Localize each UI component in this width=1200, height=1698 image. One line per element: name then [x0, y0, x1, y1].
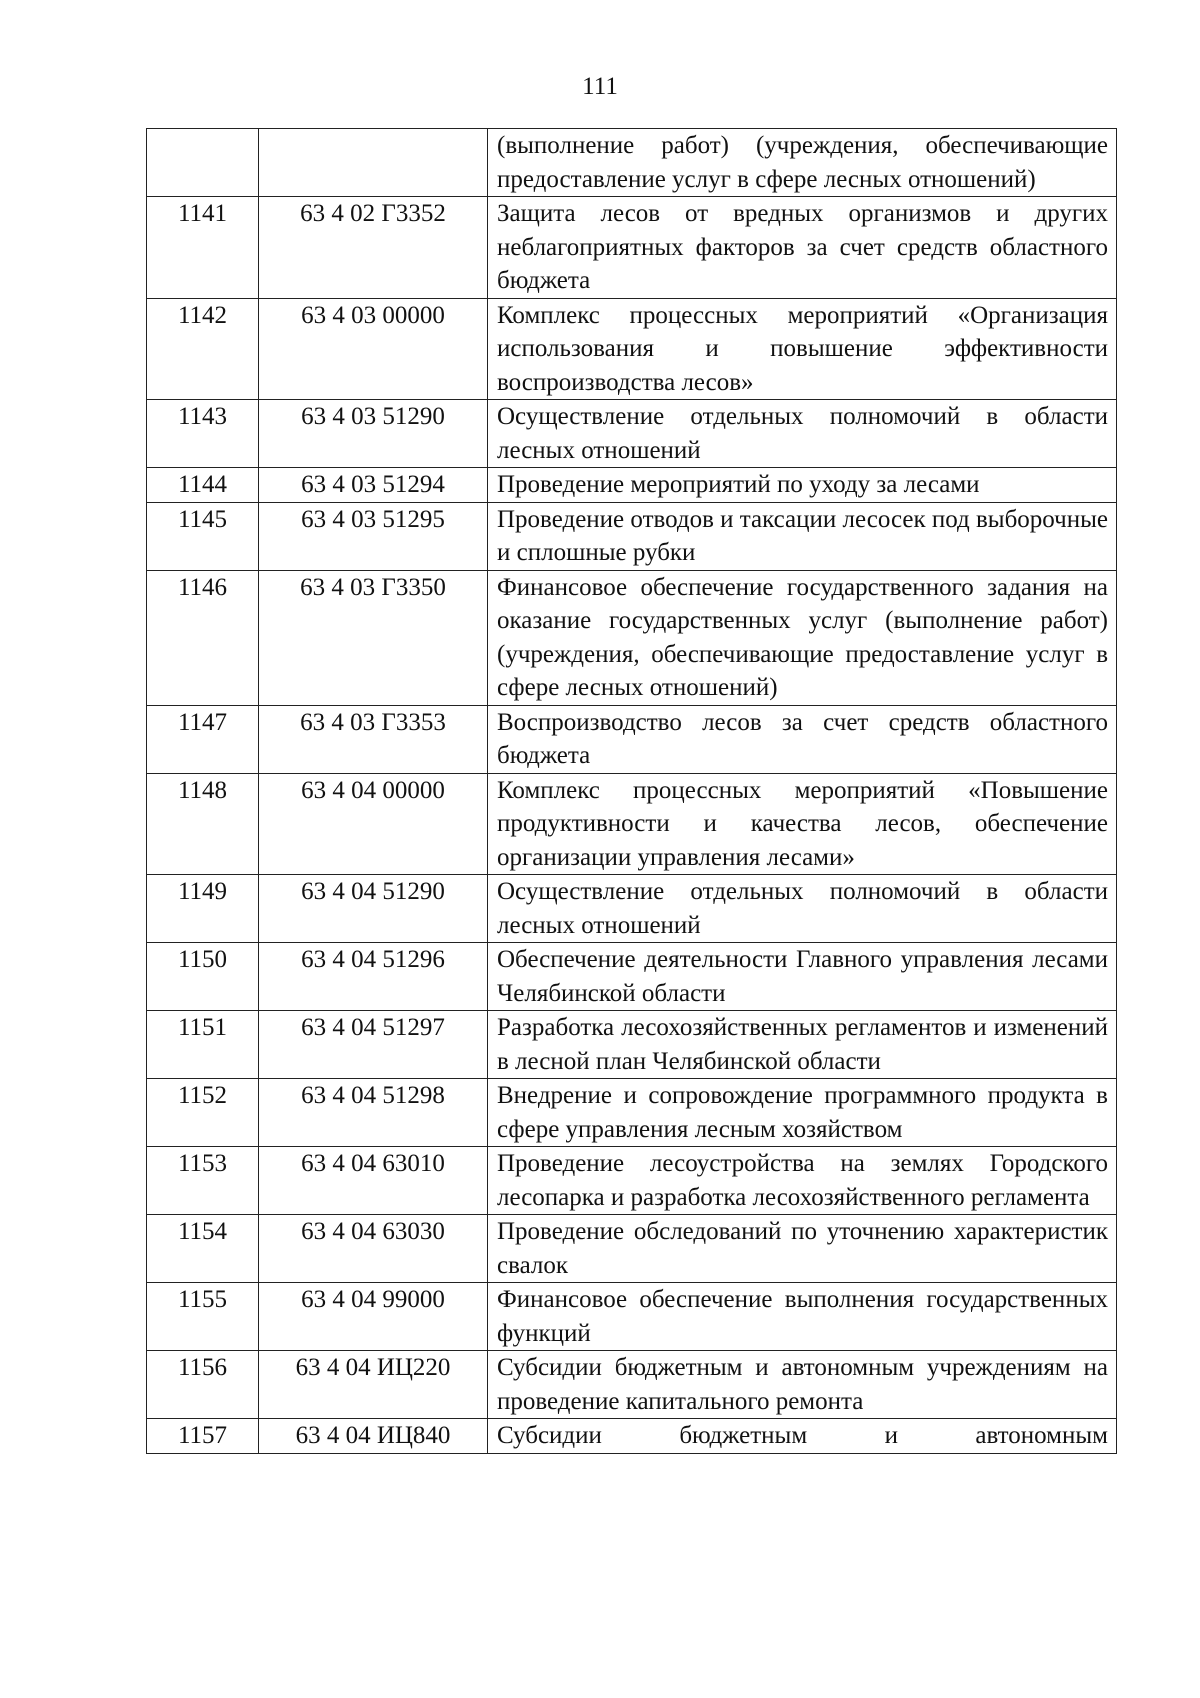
table-row	[147, 298, 1117, 400]
row-number: 1148	[147, 773, 259, 875]
row-description: Обеспечение деятельности Главного управления лесами Челябинской области	[488, 943, 1117, 1011]
row-description: Комплекс процессных мероприятий «Повышение продуктивности и качества лесов, обеспечение организации управления лесами»	[488, 773, 1117, 875]
table-row	[147, 1215, 1117, 1283]
row-description: Внедрение и сопровождение программного продукта в сфере управления лесным хозяйством	[488, 1079, 1117, 1147]
row-description: Комплекс процессных мероприятий «Организация использования и повышение эффективности воспроизводства лесов»	[488, 298, 1117, 400]
table-row	[147, 1011, 1117, 1079]
row-number: 1141	[147, 197, 259, 299]
row-description: Осуществление отдельных полномочий в области лесных отношений	[488, 875, 1117, 943]
target-code: 63 4 04 00000	[259, 773, 488, 875]
row-description: Защита лесов от вредных организмов и других неблагоприятных факторов за счет средств областного бюджета	[488, 197, 1117, 299]
table-row	[147, 1283, 1117, 1351]
target-code: 63 4 04 ИЦ220	[259, 1351, 488, 1419]
row-number: 1143	[147, 400, 259, 468]
target-code: 63 4 04 99000	[259, 1283, 488, 1351]
table-row	[147, 468, 1117, 503]
target-code: 63 4 04 63010	[259, 1147, 488, 1215]
row-description: Осуществление отдельных полномочий в области лесных отношений	[488, 400, 1117, 468]
target-code: 63 4 04 51290	[259, 875, 488, 943]
table-row	[147, 400, 1117, 468]
target-code: 63 4 03 51295	[259, 502, 488, 570]
row-description: Финансовое обеспечение выполнения государственных функций	[488, 1283, 1117, 1351]
table-row	[147, 1419, 1117, 1454]
row-number: 1152	[147, 1079, 259, 1147]
row-number: 1153	[147, 1147, 259, 1215]
target-code: 63 4 03 Г3350	[259, 570, 488, 705]
table-row	[147, 875, 1117, 943]
target-code: 63 4 04 51297	[259, 1011, 488, 1079]
target-code: 63 4 04 ИЦ840	[259, 1419, 488, 1454]
table-row	[147, 1147, 1117, 1215]
row-description: Проведение мероприятий по уходу за лесами	[488, 468, 1117, 503]
row-number: 1142	[147, 298, 259, 400]
target-code: 63 4 03 Г3353	[259, 705, 488, 773]
row-description: Субсидии бюджетным и автономным	[488, 1419, 1117, 1454]
row-number: 1156	[147, 1351, 259, 1419]
table-row	[147, 1351, 1117, 1419]
target-code: 63 4 04 63030	[259, 1215, 488, 1283]
row-description: Проведение обследований по уточнению характеристик свалок	[488, 1215, 1117, 1283]
table-row	[147, 1079, 1117, 1147]
target-code: 63 4 04 51296	[259, 943, 488, 1011]
target-code	[259, 129, 488, 197]
target-code: 63 4 03 51290	[259, 400, 488, 468]
row-description: Воспроизводство лесов за счет средств областного бюджета	[488, 705, 1117, 773]
row-number: 1146	[147, 570, 259, 705]
row-description: Финансовое обеспечение государственного задания на оказание государственных услуг (выполнение работ) (учреждения, обеспечивающие предоставление услуг в сфере лесных отношений)	[488, 570, 1117, 705]
row-number: 1151	[147, 1011, 259, 1079]
table-row	[147, 705, 1117, 773]
target-code: 63 4 03 51294	[259, 468, 488, 503]
page-number: 111	[582, 73, 618, 100]
row-number: 1150	[147, 943, 259, 1011]
table-row	[147, 570, 1117, 705]
table-row	[147, 773, 1117, 875]
table-row	[147, 197, 1117, 299]
row-number: 1155	[147, 1283, 259, 1351]
table-row	[147, 943, 1117, 1011]
target-code: 63 4 04 51298	[259, 1079, 488, 1147]
row-number: 1154	[147, 1215, 259, 1283]
row-description: (выполнение работ) (учреждения, обеспечивающие предоставление услуг в сфере лесных отношений)	[488, 129, 1117, 197]
table-row	[147, 129, 1117, 197]
row-number: 1147	[147, 705, 259, 773]
row-number: 1145	[147, 502, 259, 570]
row-description: Разработка лесохозяйственных регламентов и изменений в лесной план Челябинской области	[488, 1011, 1117, 1079]
row-number: 1157	[147, 1419, 259, 1454]
row-description: Проведение отводов и таксации лесосек под выборочные и сплошные рубки	[488, 502, 1117, 570]
target-code: 63 4 02 Г3352	[259, 197, 488, 299]
row-description: Субсидии бюджетным и автономным учреждениям на проведение капитального ремонта	[488, 1351, 1117, 1419]
row-description: Проведение лесоустройства на землях Городского лесопарка и разработка лесохозяйственного регламента	[488, 1147, 1117, 1215]
budget-codes-table	[146, 128, 1117, 1454]
table-row	[147, 502, 1117, 570]
row-number: 1144	[147, 468, 259, 503]
row-number: 1149	[147, 875, 259, 943]
target-code: 63 4 03 00000	[259, 298, 488, 400]
row-number	[147, 129, 259, 197]
